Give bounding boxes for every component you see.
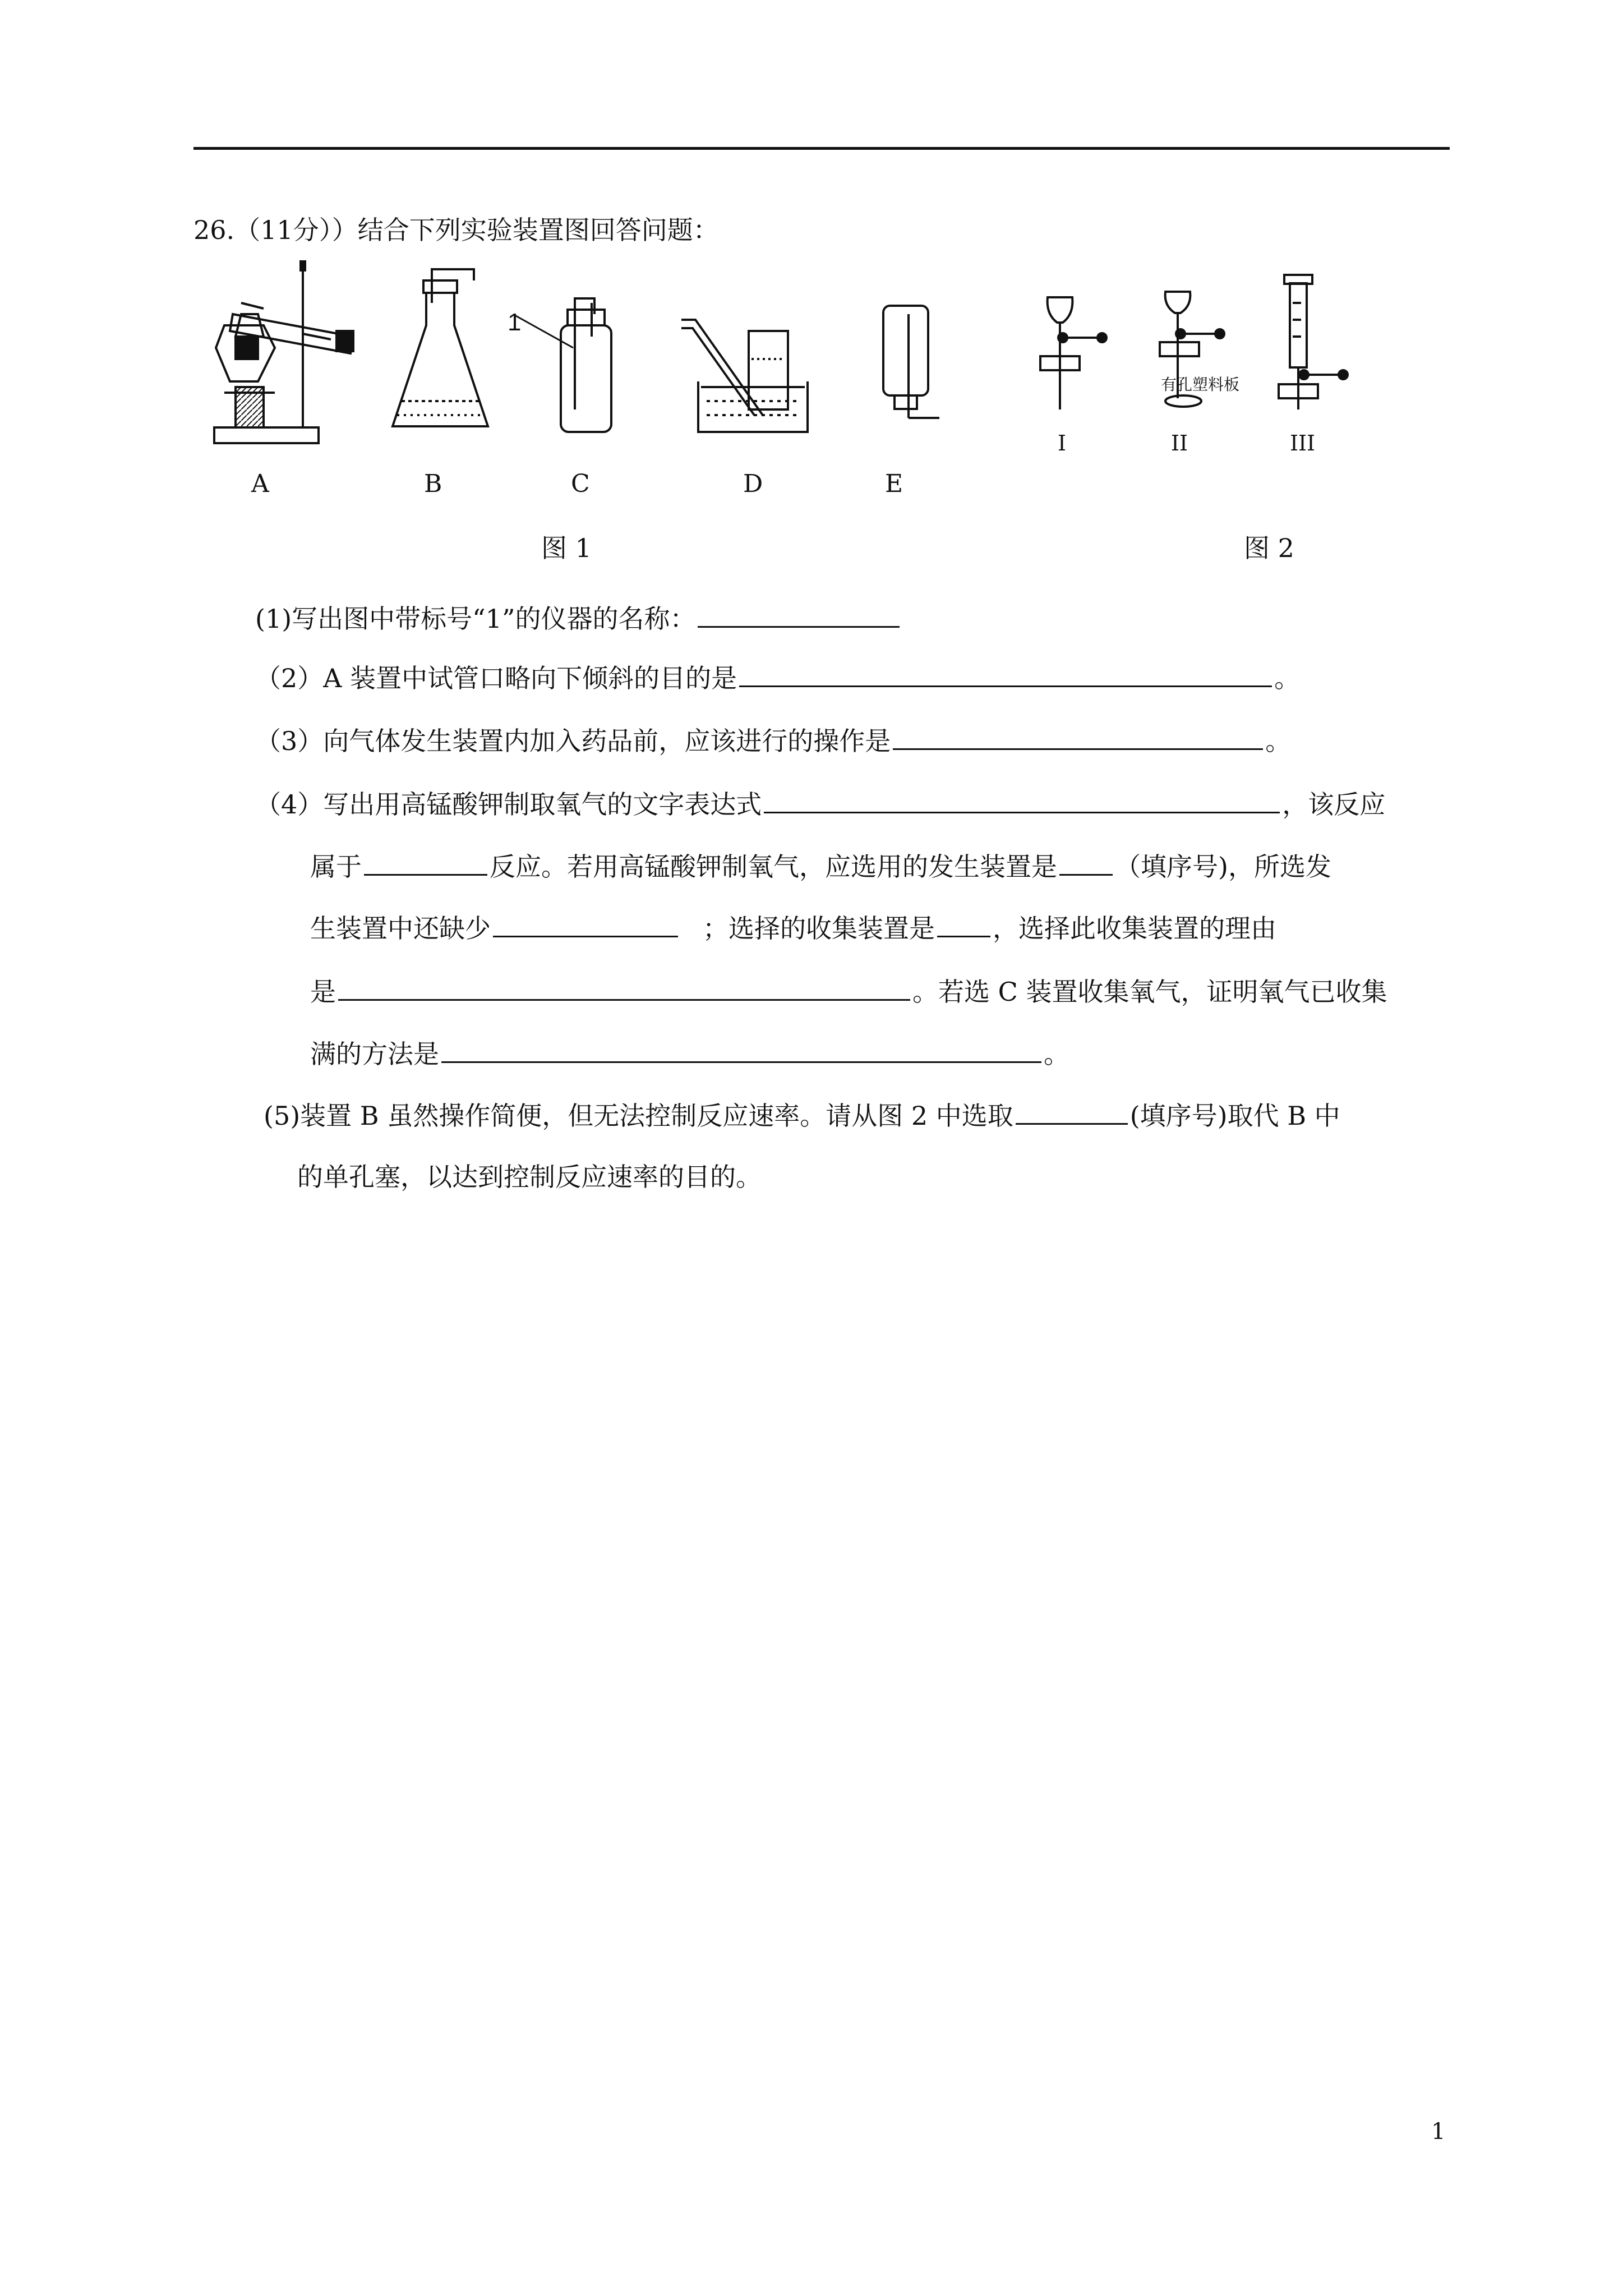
q5-line-2 [297,1160,762,1194]
label-a: A [251,470,269,498]
syringe-iii-icon [1279,275,1348,409]
q3-end: 。 [1265,726,1292,756]
q5-answer-blank[interactable] [1016,1098,1128,1125]
q3-text: （3）向气体发生装置内加入药品前，应该进行的操作是 [255,726,891,756]
q4-l1a: （4）写出用高锰酸钾制取氧气的文字表达式 [255,789,762,820]
q4-line-4 [310,974,1387,1009]
q4-l5b: 。 [1044,1039,1069,1069]
label-b: B [424,470,442,498]
q4-l3a: 生装置中还缺少 [310,913,491,944]
q4-line-3 [310,911,1276,945]
q4-l3b: ；选择的收集装置是 [703,913,935,944]
question-header: 26.（11分））结合下列实验装置图回答问题： [193,215,719,245]
q4-method-blank[interactable] [441,1037,1041,1063]
label-iii: III [1290,431,1316,455]
q5-l1b: (填序号)取代 B 中 [1129,1101,1340,1131]
label-ii: II [1171,431,1188,455]
q4-l5a: 满的方法是 [310,1039,439,1069]
q1-text: (1)写出图中带标号“1”的仪器的名称： [255,604,696,634]
q1-line [255,601,902,636]
q5-l1a: (5)装置 B 虽然操作简便，但无法控制反应速率。请从图 2 中选取 [264,1101,1013,1131]
q4-l2c: （填序号)，所选发 [1115,852,1331,882]
apparatus-d-icon [681,320,808,432]
q4-l4b: 。若选 C 装置收集氧气，证明氧气已收集 [912,977,1387,1007]
q4-line-1 [255,787,1385,821]
q4-generator-blank[interactable] [1059,849,1113,876]
q4-line-5 [310,1037,1069,1071]
label-i: I [1058,431,1067,455]
q4-l4a: 是 [310,977,336,1007]
q2-line [255,661,1300,695]
apparatus-e-icon [883,306,939,418]
q3-answer-blank[interactable] [893,724,1263,750]
q4-reason-blank[interactable] [338,974,910,1001]
label-d: D [743,470,763,498]
q2-text: （2）A 装置中试管口略向下倾斜的目的是 [255,663,737,693]
q4-reaction-type-blank[interactable] [364,849,487,876]
q4-l2a: 属于 [310,852,362,882]
q4-l2b: 反应。若用高锰酸钾制氧气，应选用的发生装置是 [490,852,1057,882]
apparatus-c-icon [515,298,611,432]
apparatus-a-icon [214,261,353,443]
label-1: 1 [508,309,522,336]
apparatus-b-icon [393,269,488,426]
apparatus-figures [0,0,1623,505]
label-e: E [885,470,903,498]
q2-answer-blank[interactable] [739,661,1272,687]
q1-answer-blank[interactable] [698,601,900,628]
q4-equation-blank[interactable] [764,787,1280,813]
q4-collector-blank[interactable] [937,911,990,937]
q4-l3c: ，选择此收集装置的理由 [993,913,1276,944]
label-c: C [571,470,590,498]
q4-line-2 [310,849,1331,884]
q4-missing-blank[interactable] [493,911,678,937]
fig2-caption: 图 2 [1244,533,1294,563]
q3-line [255,724,1291,758]
page-number: 1 [1431,2119,1446,2145]
q5-l2: 的单孔塞，以达到控制反应速率的目的。 [297,1162,762,1192]
fig1-caption: 图 1 [541,533,592,563]
q5-line-1 [264,1098,1340,1133]
q4-l1b: ，该反应 [1282,789,1386,820]
q2-end: 。 [1274,663,1301,693]
funnel-i-icon [1040,297,1106,409]
plate-label: 有孔塑料板 [1161,375,1240,394]
